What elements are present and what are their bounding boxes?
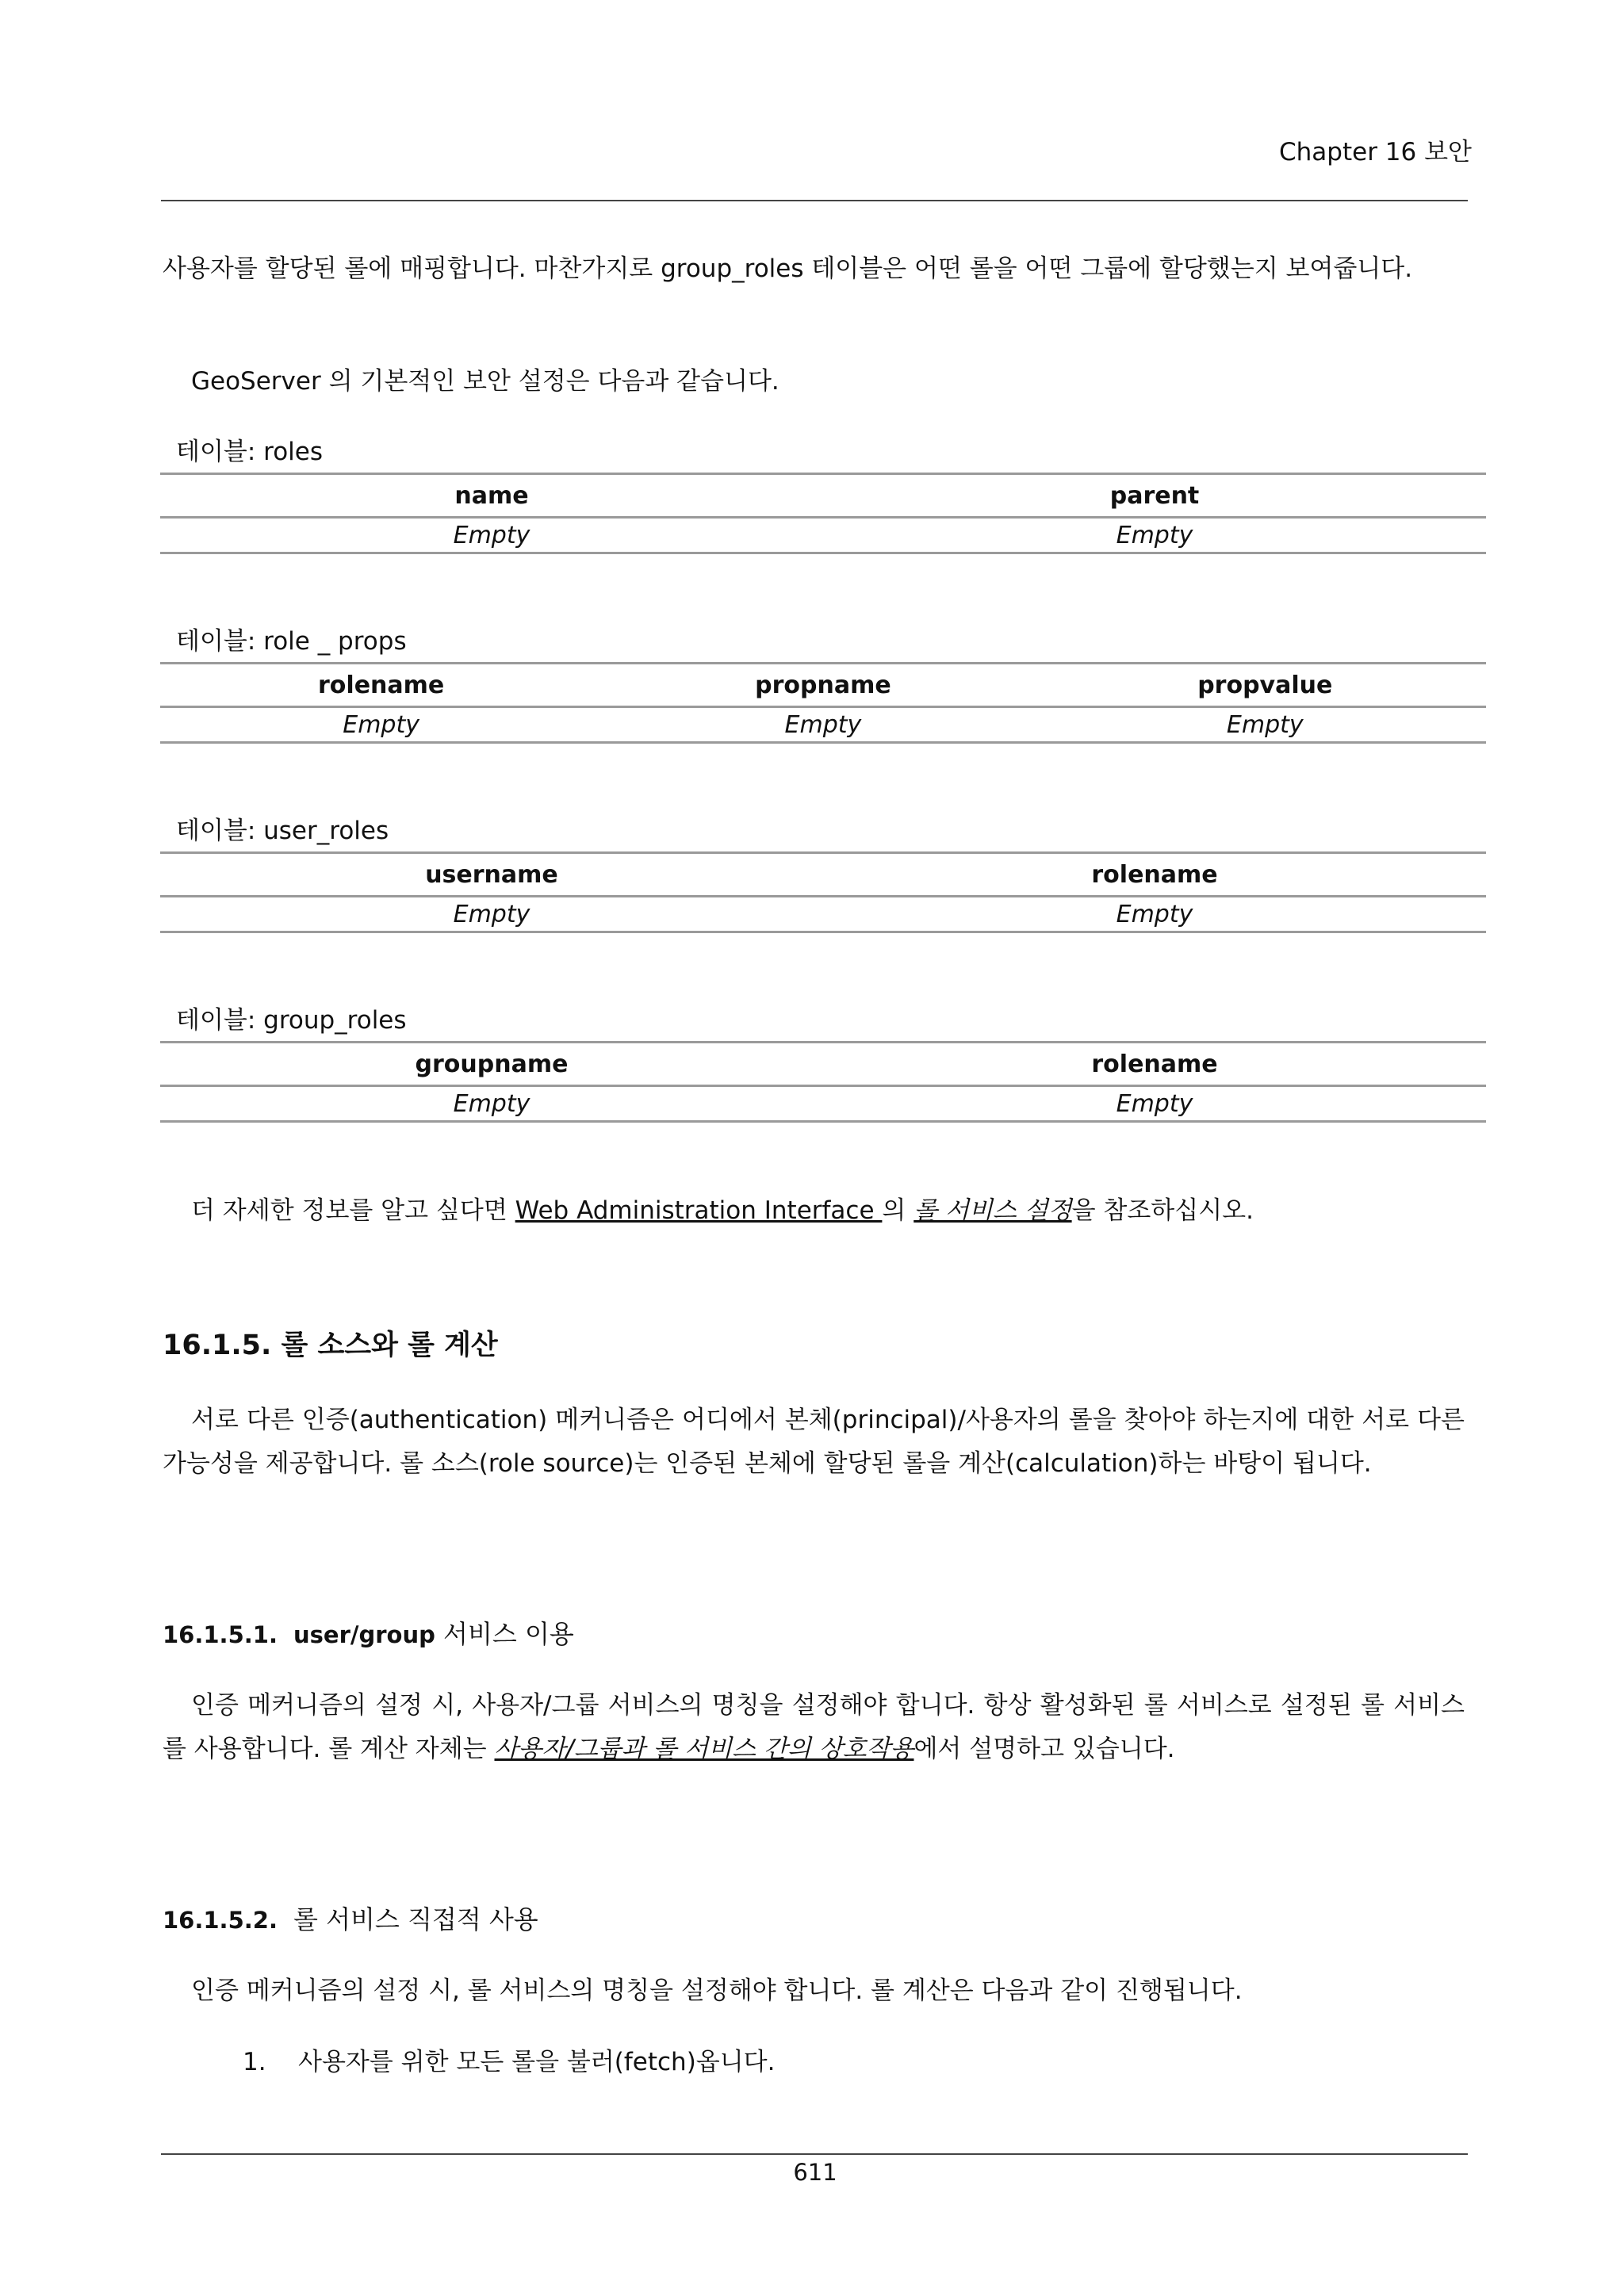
subsection-title: 롤 서비스 직접적 사용 (293, 1904, 538, 1934)
table-header-cell: propname (602, 664, 1044, 707)
table-user-roles (160, 851, 1486, 933)
subsection-title-en: user/group (293, 1621, 435, 1648)
more-info-text: 더 자세한 정보를 알고 싶다면 (191, 1196, 515, 1225)
subsection-number: 16.1.5.2. (163, 1907, 278, 1934)
more-info-text: 의 (882, 1196, 914, 1225)
more-info-text: 을 참조하십시오. (1071, 1196, 1254, 1225)
table-role-props (160, 662, 1486, 744)
more-info-paragraph (163, 1189, 1465, 1233)
subsection-heading (163, 1901, 538, 1938)
table-caption-user-roles: 테이블: user_roles (176, 817, 389, 845)
intro-paragraph-2: GeoServer 의 기본적인 보안 설정은 다음과 같습니다. (191, 367, 779, 396)
table-caption-role-props: 테이블: role _ props (176, 627, 407, 656)
table-group-roles (160, 1041, 1486, 1123)
table-header-cell: groupname (160, 1043, 823, 1086)
table-row (160, 1086, 1486, 1122)
table-header-cell: name (160, 474, 823, 518)
table-cell: Empty (823, 1086, 1486, 1122)
list-item (243, 2042, 775, 2082)
table-caption-group-roles: 테이블: group_roles (176, 1006, 407, 1035)
table-caption-roles: 테이블: roles (176, 438, 324, 466)
table-cell: Empty (823, 518, 1486, 553)
subsection-text: 인증 메커니즘의 설정 시, 사용자/그룹 서비스의 명칭을 설정해야 합니다. 항상 활성화된 롤 서비스로 설정된 롤 서비스를 사용합니다. 롤 계산 자체는 (163, 1691, 1465, 1763)
table-header-cell: username (160, 853, 823, 897)
page-number: 611 (793, 2159, 837, 2186)
role-service-settings-link[interactable]: 롤 서비스 설정 (914, 1196, 1072, 1225)
list-item-number: 1. (243, 2048, 266, 2076)
table-row (160, 897, 1486, 932)
footer-divider (161, 2153, 1468, 2155)
subsection-number: 16.1.5.1. (163, 1621, 278, 1648)
table-row (160, 518, 1486, 553)
table-cell: Empty (160, 518, 823, 553)
list-item-text: 사용자를 위한 모든 롤을 불러(fetch)옵니다. (298, 2048, 776, 2076)
table-cell: Empty (1044, 707, 1486, 743)
table-cell: Empty (160, 897, 823, 932)
web-admin-interface-link[interactable]: Web Administration Interface (515, 1196, 883, 1225)
table-header-cell: propvalue (1044, 664, 1486, 707)
subsection-text: 에서 설명하고 있습니다. (914, 1735, 1175, 1763)
subsection-paragraph: 인증 메커니즘의 설정 시, 롤 서비스의 명칭을 설정해야 합니다. 롤 계산은 다음과 같이 진행됩니다. (191, 1976, 1243, 2005)
intro-paragraph: 사용자를 할당된 롤에 매핑합니다. 마찬가지로 group_roles 테이블은 어떤 롤을 어떤 그룹에 할당했는지 보여줍니다. (163, 254, 1413, 283)
subsection-heading (163, 1616, 574, 1653)
table-row (160, 707, 1486, 743)
table-cell: Empty (602, 707, 1044, 743)
section-heading: 16.1.5. 롤 소스와 롤 계산 (163, 1330, 498, 1361)
header-divider (161, 200, 1468, 201)
user-group-role-interaction-link[interactable]: 사용자/그룹과 롤 서비스 간의 상호작용 (494, 1735, 914, 1763)
table-header-cell: rolename (823, 1043, 1486, 1086)
table-cell: Empty (823, 897, 1486, 932)
table-roles (160, 473, 1486, 554)
table-header-cell: rolename (823, 853, 1486, 897)
subsection-paragraph (163, 1684, 1465, 1771)
table-cell: Empty (160, 1086, 823, 1122)
table-cell: Empty (160, 707, 602, 743)
chapter-header: Chapter 16 보안 (1279, 138, 1472, 166)
table-header-cell: rolename (160, 664, 602, 707)
table-header-cell: parent (823, 474, 1486, 518)
subsection-title-ko: 서비스 이용 (435, 1619, 574, 1649)
section-paragraph: 서로 다른 인증(authentication) 메커니즘은 어디에서 본체(principal)/사용자의 롤을 찾아야 하는지에 대한 서로 다른 가능성을 제공합니다. 롤 소스(role source)는 인증된 본체에 할당된 롤을 계산(calculation)하는 바탕이 됩니다. (163, 1406, 1465, 1478)
